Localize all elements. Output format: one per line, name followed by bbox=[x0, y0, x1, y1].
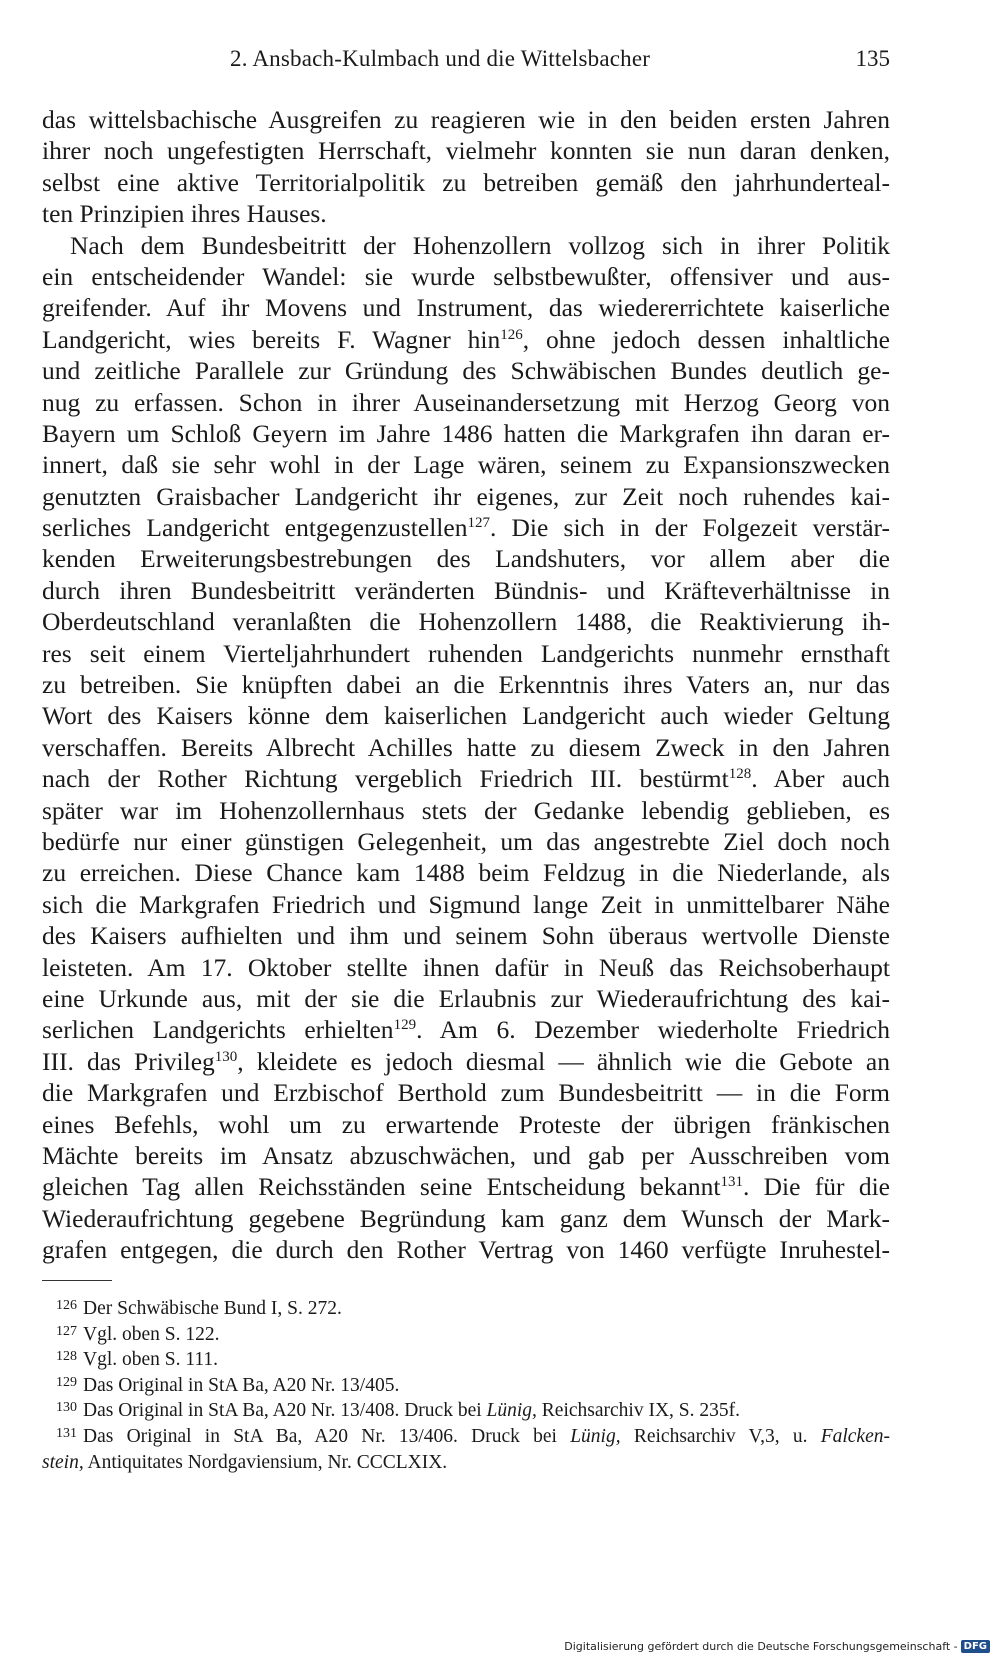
text-line: die Markgrafen und Erzbischof Berthold zum Bundesbeitritt — in die Form bbox=[42, 1078, 890, 1108]
text-line: sich die Markgrafen Friedrich und Sigmund lange Zeit in unmittelbarer Nähe bbox=[42, 889, 890, 919]
footnote-number: 128 bbox=[56, 1349, 77, 1365]
footnote: $^{129}$ Das Original in StA Ba, A20 Nr. 13/405. bbox=[56, 1374, 400, 1396]
footnote-number: 126 bbox=[56, 1298, 77, 1313]
footnote-ref[interactable]: 131 bbox=[720, 1174, 743, 1191]
footnote-ref[interactable]: 126 bbox=[500, 326, 523, 343]
text-line: serliches Landgericht entgegenzustellen$^{127}$. Die sich in der Folgezeit verstär- bbox=[42, 513, 890, 543]
text-line: nug zu erfassen. Schon in ihrer Auseinandersetzung mit Herzog Georg von bbox=[42, 387, 890, 417]
text-line: später war im Hohenzollernhaus stets der Gedanke lebendig geblieben, es bbox=[42, 795, 890, 825]
text-line: Landgericht, wies bereits F. Wagner hin$^{126}$, ohne jedoch dessen inhaltliche bbox=[42, 324, 890, 354]
footnote-number: 131 bbox=[56, 1425, 77, 1441]
text-line: des Kaisers aufhielten und ihm und seinem Sohn überaus wertvolle Dienste bbox=[42, 921, 890, 951]
text-line: selbst eine aktive Territorialpolitik zu betreiben gemäß den jahrhundertеal- bbox=[42, 167, 890, 197]
text-line: ihrer noch ungefestigten Herrschaft, vielmehr konnten sie nun daran denken, bbox=[42, 136, 890, 166]
text-line: ein entscheidender Wandel: sie wurde selbstbewußter, offensiver und aus- bbox=[42, 261, 890, 291]
text-line: genutzten Graisbacher Landgericht ihr eigenes, zur Zeit noch ruhendes kai- bbox=[42, 481, 890, 511]
text-line: greifender. Auf ihr Movens und Instrument, das wiedererrichtete kaiserliche bbox=[42, 293, 890, 323]
footnote-ref[interactable]: 127 bbox=[467, 515, 490, 532]
footnote-ref[interactable]: 130 bbox=[214, 1048, 238, 1065]
page-header bbox=[42, 40, 890, 80]
text-line: leisteten. Am 17. Oktober stellte ihnen dafür in Neuß das Reichsoberhaupt bbox=[42, 952, 890, 982]
text-line: zu betreiben. Sie knüpften dabei an die Erkenntnis ihres Vaters an, nur das bbox=[42, 670, 890, 700]
footnote-number: 129 bbox=[56, 1374, 77, 1390]
text-line: res seit einem Vierteljahrhundert ruhenden Landgerichts nunmehr ernsthaft bbox=[42, 638, 890, 668]
footnote-ref[interactable]: 128 bbox=[728, 766, 752, 783]
text-line: III. das Privileg$^{130}$, kleidete es jedoch diesmal — ähnlich wie die Gebote an bbox=[42, 1046, 890, 1076]
page-number: 135 bbox=[855, 46, 890, 71]
dfg-logo: DFG bbox=[961, 1640, 990, 1653]
text-line: Wiederaufrichtung gegebene Begründung kam ganz dem Wunsch der Mark- bbox=[42, 1203, 890, 1233]
text-line: Wort des Kaisers könne dem kaiserlichen Landgericht auch wieder Geltung bbox=[42, 701, 890, 731]
text-line: ten Prinzipien ihres Hauses. bbox=[42, 199, 327, 229]
footnotes bbox=[42, 1296, 890, 1475]
text-line: zu erreichen. Diese Chance kam 1488 beim Feldzug in die Niederlande, als bbox=[42, 858, 890, 888]
text-line: grafen entgegen, die durch den Rother Vertrag von 1460 verfügte Inruhestel- bbox=[42, 1235, 890, 1265]
text-line: Mächte bereits im Ansatz abzuschwächen, und gab per Ausschreiben vom bbox=[42, 1140, 890, 1170]
text-line: gleichen Tag allen Reichsständen seine Entscheidung bekannt$^{131}$. Die für die bbox=[42, 1172, 890, 1202]
text-line: durch ihren Bundesbeitritt veränderten Bündnis- und Kräfteverhältnisse in bbox=[42, 575, 890, 605]
text-line: und zeitliche Parallele zur Gründung des Schwäbischen Bundes deutlich ge- bbox=[42, 356, 890, 386]
footnote: $^{126}$ Der Schwäbische Bund I, S. 272. bbox=[56, 1298, 342, 1319]
text-line: eines Befehls, wohl um zu erwartende Proteste der übrigen fränkischen bbox=[42, 1109, 890, 1139]
footnote-number: 127 bbox=[56, 1323, 77, 1339]
text-line: serlichen Landgerichts erhielten$^{129}$. Am 6. Dezember wiederholte Friedrich bbox=[42, 1015, 890, 1045]
body-text bbox=[42, 104, 890, 1265]
footnote-continuation: stein, Antiquitates Nordgaviensium, Nr. CCCLXIX. bbox=[42, 1451, 448, 1473]
text-line: bedürfe nur einer günstigen Gelegenheit, um das angestrebte Ziel doch noch bbox=[42, 826, 890, 856]
text-line: verschaffen. Bereits Albrecht Achilles hatte zu diesem Zweck in den Jahren bbox=[42, 732, 890, 762]
text-line: Bayern um Schloß Geyern im Jahre 1486 hatten die Markgrafen ihn daran er- bbox=[42, 418, 890, 448]
digitization-credit bbox=[564, 1640, 990, 1653]
text-line: Nach dem Bundesbeitritt der Hohenzollern vollzog sich in ihrer Politik bbox=[70, 230, 890, 260]
credit-text: Digitalisierung gefördert durch die Deutsche Forschungsgemeinschaft - bbox=[564, 1640, 958, 1653]
footnote: $^{127}$ Vgl. oben S. 122. bbox=[56, 1323, 220, 1345]
text-line: innert, daß sie sehr wohl in der Lage wären, seinem zu Expansionszwecken bbox=[42, 450, 890, 480]
text-line: kenden Erweiterungsbestrebungen des Landshuters, vor allem aber die bbox=[42, 544, 890, 574]
footnote: $^{130}$ Das Original in StA Ba, A20 Nr. 13/408. Druck bei Lünig, Reichsarchiv IX, S. 235f. bbox=[56, 1400, 740, 1422]
footnote-number: 130 bbox=[56, 1400, 77, 1416]
text-line: eine Urkunde aus, mit der sie die Erlaubnis zur Wiederaufrichtung des kai- bbox=[42, 983, 890, 1013]
text-line: nach der Rother Richtung vergeblich Friedrich III. bestürmt$^{128}$. Aber auch bbox=[42, 764, 890, 794]
footnote: $^{131}$ Das Original in StA Ba, A20 Nr. 13/406. Druck bei Lünig, Reichsarchiv V,3, u. Falcken- bbox=[56, 1425, 890, 1447]
footnote-ref[interactable]: 129 bbox=[393, 1017, 417, 1034]
text-line: Oberdeutschland veranlaßten die Hohenzollern 1488, die Reaktivierung ih- bbox=[42, 607, 890, 637]
footnote: $^{128}$ Vgl. oben S. 111. bbox=[56, 1349, 219, 1371]
text-line: das wittelsbachische Ausgreifen zu reagieren wie in den beiden ersten Jahren bbox=[42, 105, 890, 134]
running-head: 2. Ansbach-Kulmbach und die Wittelsbacher bbox=[230, 46, 651, 71]
footnote-separator bbox=[42, 1280, 112, 1281]
